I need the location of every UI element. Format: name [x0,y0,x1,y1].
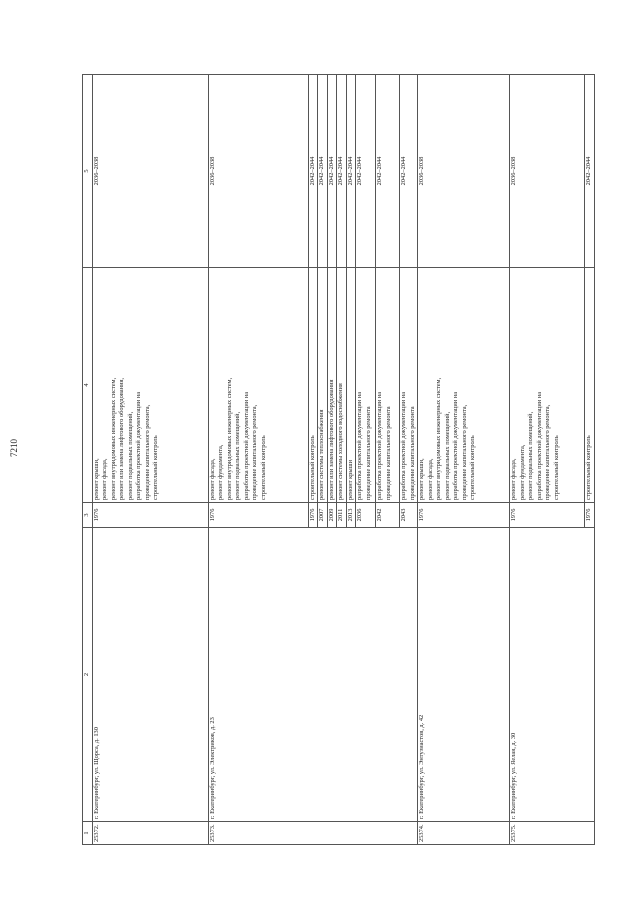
work-item: разработка проектной документации на [400,391,407,500]
works-list [510,268,585,503]
build-year: 1976 [585,503,595,528]
table-row [208,75,308,845]
entry-address: г. Екатеринбург, ул. Энтузиастов, д. 42 [418,528,510,822]
work-item: проведение капитального ремонта [408,406,416,500]
works-list [356,268,376,503]
entry-number: 25375. [510,822,595,845]
work-item: разработка проектной документации на [535,391,543,500]
repair-period: 2036–2038 [418,75,510,268]
work-item: ремонт крыши, [92,458,100,500]
work-item: строительный контроль [308,435,316,500]
repair-period: 2042–2044 [585,75,595,268]
page-number: 7210 [9,439,19,457]
works-list [400,268,418,503]
entry-number: 25374. [418,822,510,845]
table-row [92,75,208,845]
work-item: ремонт подвальных помещений, [443,411,451,500]
header-col-4: 4 [83,268,93,503]
work-item: ремонт фасада, [101,458,108,500]
table-row [510,75,585,845]
repair-period: 2042–2044 [376,75,400,268]
repair-schedule-table [82,74,595,845]
build-year: 1976 [308,503,318,528]
entry-address: г. Екатеринбург, ул. Электриков, д. 23 [208,528,418,822]
build-year: 1976 [510,503,585,528]
build-year: 2009 [327,503,337,528]
work-item: ремонт фасада, [510,458,517,500]
build-year: 1976 [92,503,208,528]
repair-period: 2036–2038 [510,75,585,268]
header-col-5: 5 [83,75,93,268]
repair-period: 2036–2038 [92,75,208,268]
work-item: проведение капитального ремонта, [460,404,468,500]
work-item: ремонт внутридомовых инженерных систем, [435,377,442,500]
work-item: ремонт подвальных помещений, [234,411,241,500]
header-col-2: 2 [83,528,93,822]
work-item: разработка проектной документации на [242,391,250,500]
works-list [308,268,318,503]
table-body [92,75,594,845]
works-list [376,268,400,503]
build-year: 2036 [356,503,376,528]
work-item: разработка проектной документации на [452,391,459,500]
work-item: ремонт крыши [346,459,354,500]
entry-number: 25373. [208,822,418,845]
build-year: 2013 [346,503,356,528]
work-item: проведение капитального ремонта [384,406,392,500]
work-item: строительный контроль [152,435,159,500]
work-item: ремонт или замена лифтового оборудования [327,379,335,500]
header-col-3: 3 [83,503,93,528]
entry-address: г. Екатеринбург, ул. Щорса, д. 130 [92,528,208,822]
works-list [418,268,510,503]
work-item: строительный контроль [469,435,476,500]
work-item: разработка проектной документации на [376,391,383,500]
works-list [337,268,347,503]
header-row [83,75,93,845]
build-year: 2011 [337,503,347,528]
work-item: ремонт фасада, [426,458,434,500]
work-item: проведение капитального ремонта, [251,404,258,500]
works-list [208,268,308,503]
build-year: 2043 [400,503,418,528]
work-item: ремонт системы теплоснабжения [318,409,325,500]
work-item: ремонт или замена лифтового оборудования, [118,377,125,500]
works-list [585,268,595,503]
work-item: ремонт подвальных помещений, [126,411,134,500]
header-col-1: 1 [83,822,93,845]
work-item: разработка проектной документации на [135,391,142,500]
build-year: 1976 [208,503,308,528]
repair-period: 2042–2044 [308,75,318,268]
repair-period: 2042–2044 [346,75,356,268]
table-row [418,75,510,845]
work-item: ремонт системы холодного водоснабжения [337,383,344,500]
work-item: ремонт фундамента, [217,444,224,500]
works-list [318,268,328,503]
work-item: проведение капитального ремонта [364,406,372,500]
rotated-table-frame [82,80,600,845]
works-list [92,268,208,503]
repair-period: 2042–2044 [356,75,376,268]
entry-number: 25372. [92,822,208,845]
work-item: разработка проектной документации на [356,391,363,500]
work-item: ремонт фасада, [208,458,216,500]
work-item: строительный контроль [552,435,560,500]
build-year: 1976 [418,503,510,528]
work-item: строительный контроль [585,435,592,500]
work-item: ремонт крыши, [418,458,425,500]
work-item: ремонт внутридомовых инженерных систем, [225,377,233,500]
repair-period: 2042–2044 [337,75,347,268]
build-year: 2042 [376,503,400,528]
repair-period: 2036–2038 [208,75,308,268]
entry-address: г. Екатеринбург, ул. Яелая, д. 30 [510,528,595,822]
build-year: 2007 [318,503,328,528]
works-list [346,268,356,503]
work-item: строительный контроль [259,435,267,500]
repair-period: 2042–2044 [318,75,328,268]
work-item: ремонт внутридомовых инженерных систем, [109,377,117,500]
work-item: ремонт фундамента, [518,444,526,500]
works-list [327,268,337,503]
work-item: проведение капитального ремонта, [544,404,551,500]
repair-period: 2042–2044 [327,75,337,268]
work-item: проведение капитального ремонта, [143,404,151,500]
work-item: ремонт подвальных помещений, [527,411,534,500]
repair-period: 2042–2044 [400,75,418,268]
